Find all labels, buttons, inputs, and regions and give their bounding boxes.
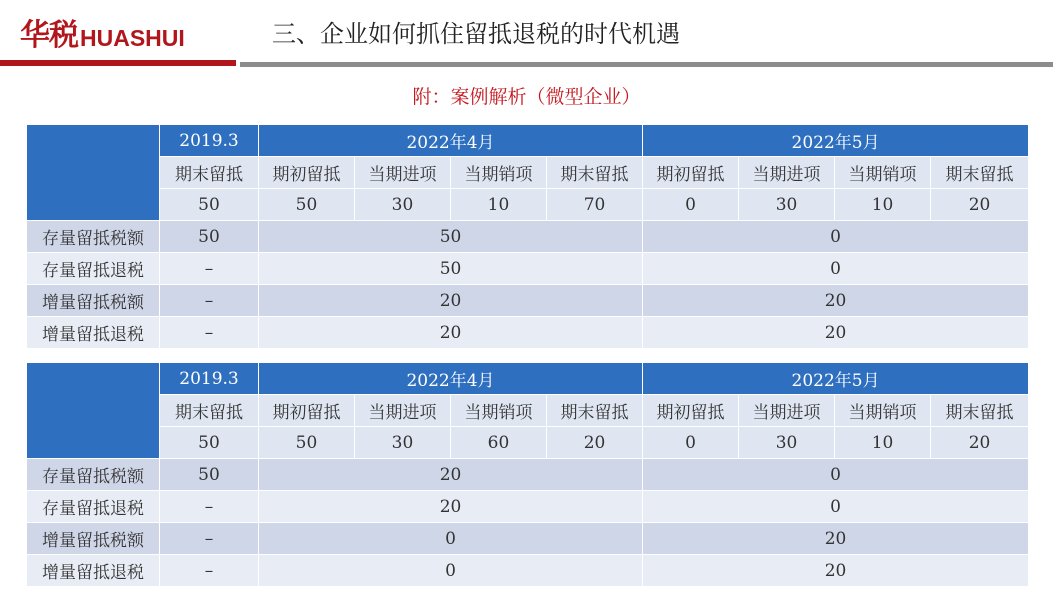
- table-row: [27, 555, 1029, 587]
- row-label: 增量留抵退税: [27, 317, 160, 349]
- logo-chinese-text: 华税: [20, 18, 78, 53]
- value-apr: 50: [259, 221, 643, 253]
- column-header: 期末留抵: [931, 395, 1029, 427]
- value-2019: –: [160, 491, 259, 523]
- column-header: 期末留抵: [547, 157, 643, 189]
- row-label: 存量留抵税额: [27, 459, 160, 491]
- value-cell: 0: [643, 427, 739, 459]
- column-header: 期初留抵: [259, 157, 355, 189]
- value-cell: 10: [835, 427, 931, 459]
- column-header: 期初留抵: [259, 395, 355, 427]
- value-2019: –: [160, 285, 259, 317]
- column-header: 当期进项: [355, 157, 451, 189]
- value-apr: 0: [259, 555, 643, 587]
- column-header: 当期销项: [835, 395, 931, 427]
- value-may: 0: [643, 253, 1029, 285]
- case-table-1: [26, 124, 1029, 349]
- period-apr-header: 2022年4月: [259, 363, 643, 395]
- value-apr: 20: [259, 459, 643, 491]
- period-2019-header: 2019.3: [160, 363, 259, 395]
- column-header: 期末留抵: [931, 157, 1029, 189]
- row-label: 存量留抵退税: [27, 491, 160, 523]
- value-cell: 50: [160, 189, 259, 221]
- value-cell: 50: [160, 427, 259, 459]
- value-may: 20: [643, 285, 1029, 317]
- logo-english-text: HUASHUI: [80, 25, 185, 51]
- row-label: 存量留抵税额: [27, 221, 160, 253]
- column-header: 期末留抵: [547, 395, 643, 427]
- value-cell: 70: [547, 189, 643, 221]
- row-label: 存量留抵退税: [27, 253, 160, 285]
- column-header: 当期进项: [739, 395, 835, 427]
- row-label: 增量留抵税额: [27, 285, 160, 317]
- value-may: 0: [643, 491, 1029, 523]
- value-2019: –: [160, 317, 259, 349]
- table-row: [27, 221, 1029, 253]
- table-row: [27, 523, 1029, 555]
- page-title: 三、企业如何抓住留抵退税的时代机遇: [272, 20, 680, 48]
- table-corner: [27, 125, 160, 221]
- value-apr: 20: [259, 317, 643, 349]
- value-apr: 20: [259, 491, 643, 523]
- value-cell: 50: [259, 427, 355, 459]
- table-row: [27, 285, 1029, 317]
- value-cell: 20: [931, 189, 1029, 221]
- value-2019: –: [160, 253, 259, 285]
- value-may: 0: [643, 221, 1029, 253]
- header-rule-grey: [240, 62, 1053, 67]
- value-apr: 20: [259, 285, 643, 317]
- value-cell: 20: [547, 427, 643, 459]
- header-rule-red: [0, 60, 236, 66]
- value-may: 0: [643, 459, 1029, 491]
- value-cell: 30: [739, 427, 835, 459]
- table-row: [27, 459, 1029, 491]
- value-cell: 20: [931, 427, 1029, 459]
- row-label: 增量留抵税额: [27, 523, 160, 555]
- column-header: 当期销项: [451, 157, 547, 189]
- value-apr: 50: [259, 253, 643, 285]
- value-2019: –: [160, 523, 259, 555]
- value-may: 20: [643, 523, 1029, 555]
- column-header: 期初留抵: [643, 395, 739, 427]
- value-2019: 50: [160, 459, 259, 491]
- value-cell: 60: [451, 427, 547, 459]
- period-may-header: 2022年5月: [643, 125, 1029, 157]
- value-cell: 30: [355, 189, 451, 221]
- period-2019-header: 2019.3: [160, 125, 259, 157]
- column-header: 当期销项: [451, 395, 547, 427]
- row-label: 增量留抵退税: [27, 555, 160, 587]
- case-table-2: [26, 362, 1029, 587]
- period-apr-header: 2022年4月: [259, 125, 643, 157]
- table-row: [27, 491, 1029, 523]
- value-2019: –: [160, 555, 259, 587]
- value-cell: 30: [739, 189, 835, 221]
- table-row: [27, 253, 1029, 285]
- value-may: 20: [643, 317, 1029, 349]
- column-header: 当期进项: [739, 157, 835, 189]
- value-cell: 0: [643, 189, 739, 221]
- section-subtitle: 附：案例解析（微型企业）: [412, 86, 641, 108]
- value-2019: 50: [160, 221, 259, 253]
- period-may-header: 2022年5月: [643, 363, 1029, 395]
- value-cell: 30: [355, 427, 451, 459]
- value-cell: 50: [259, 189, 355, 221]
- value-cell: 10: [451, 189, 547, 221]
- table-row: [27, 317, 1029, 349]
- column-header: 期末留抵: [160, 157, 259, 189]
- column-header: 期末留抵: [160, 395, 259, 427]
- column-header: 当期销项: [835, 157, 931, 189]
- column-header: 期初留抵: [643, 157, 739, 189]
- value-may: 20: [643, 555, 1029, 587]
- huashui-logo: [20, 14, 185, 54]
- value-apr: 0: [259, 523, 643, 555]
- column-header: 当期进项: [355, 395, 451, 427]
- value-cell: 10: [835, 189, 931, 221]
- table-corner: [27, 363, 160, 459]
